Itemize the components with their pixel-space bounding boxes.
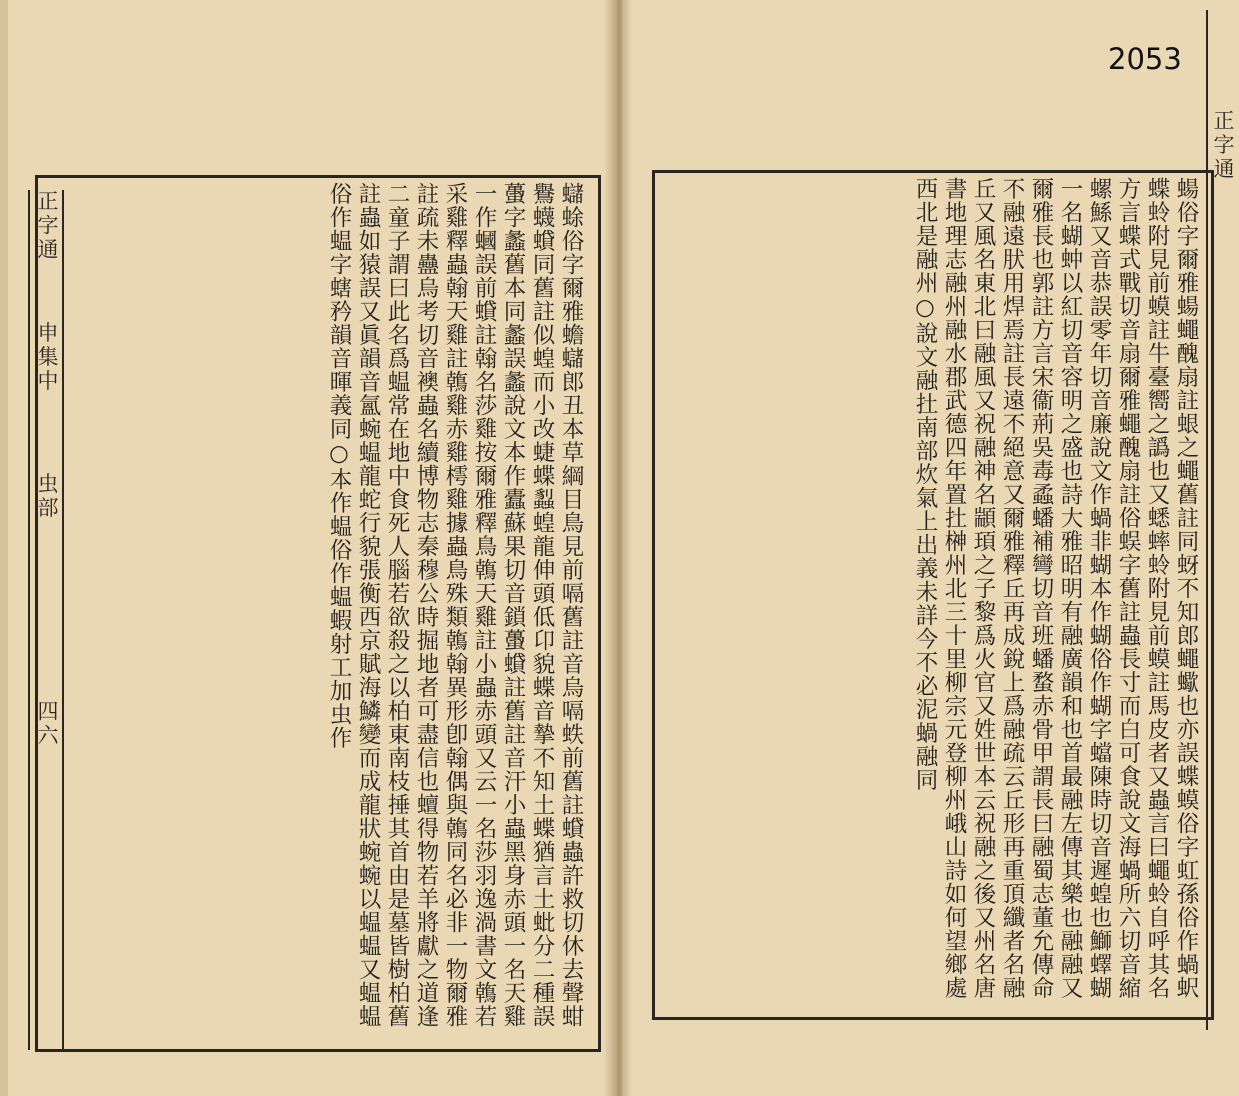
left-margin-volume: 申集中 [35,321,59,394]
page-number: 2053 [1108,42,1182,76]
left-margin-title: 正字通 [35,190,59,262]
left-margin-section: 虫部 [35,472,59,521]
right-page-text: 蝪俗字爾雅蝪蠅醜扇註蛝之蠅舊註同蚜不知郎蠅蠍也亦誤蝶蟆俗字虹孫俗作蝸蚇蝶蛉附見前蟆註牛臺嚮之譌也又蟋蟀蛉附見前蟆註馬皮者又蟲言曰蠅蛉自呼其名方言蝶式戰切音扇爾雅蠅醜扇註俗蜈字舊註蟲長寸而白可食說文海蝸所六切音縮螺鯀又音恭誤零年切音廉說文作蝸非蝴本作蝴俗作蝴字蟷陳時切音遲蝗也鰤蠌蝴一名蝴蚛以紅切音容明之盛也詩大雅昭明有融廣韻和也首最融左傳其樂也融融又爾雅長也郭註方言宋衞荊吳毒蟊蟠補彎切音班蟠蝥赤骨甲謂長曰融蜀志董允傳命不融遠肰用焊焉註長遠不絕意又爾雅釋丘再成銳上爲融疏云丘形再重頂纖者名融丘又風名東北曰融風又祝融神名顓頊之子黎爲火官又姓世本云祝融之後又州名唐書地理志融州融水郡武德四年置扗榊州北三十里柳宗元登柳州峨山詩如何望鄉處西北是融州○說文融扗南部炊氣上出義未詳今不必泥蝸融同 [912,177,1199,1000]
left-margin-index: 四六 [35,700,59,749]
left-page-text: 蠩蜍俗字爾雅蟾蠩郎丑本草綱目鳥見前嗝舊註音烏嗝蛈前舊註蟘蟲許救切休去聲蚶鸒蠛蟘同舊註似蝗而小改蜨蝶蠫蝗龍伸頭低卬貌蝶音摯不知土蝶猶言土蚍分二種誤蠆字蠡舊本同蠡誤蠡說文本作蠹蘇果切音鎖蠆蟘註舊註音汗小蟲黑身赤頭一名天雞一作蟈誤前蟘註翰名莎雞按爾雅釋鳥鶾天雞註小蟲赤頭又云一名莎羽逸渦書文鶾若采雞釋蟲翰天雞註鶾雞赤雞樗雞據蟲鳥殊類鶾翰異形卽翰偶與鶾同名必非一物爾雅註疏未蠱烏考切音襖蟲名續博物志秦穆公時掘地者可盡信也蟺得物若羊將獻之道逢二童子謂曰此名爲蝹常在地中食死人腦若欲殺之以柏東南枝捶其首由是墓皆樹柏舊註蟲如猿誤又眞韻音氳蜿蝹龍蛇行貌張衡西京賦海鱗變而成龍狀蜿蜿以蝹蝹又蝹蝹俗作蝹字螛矜韻音暉義同○本作蝹俗作蝹蝦射工加虫作 [326,182,584,1028]
right-margin-strip [1206,10,1238,1030]
book-gutter [604,0,632,1096]
right-margin-title: 正字通 [1211,109,1235,182]
